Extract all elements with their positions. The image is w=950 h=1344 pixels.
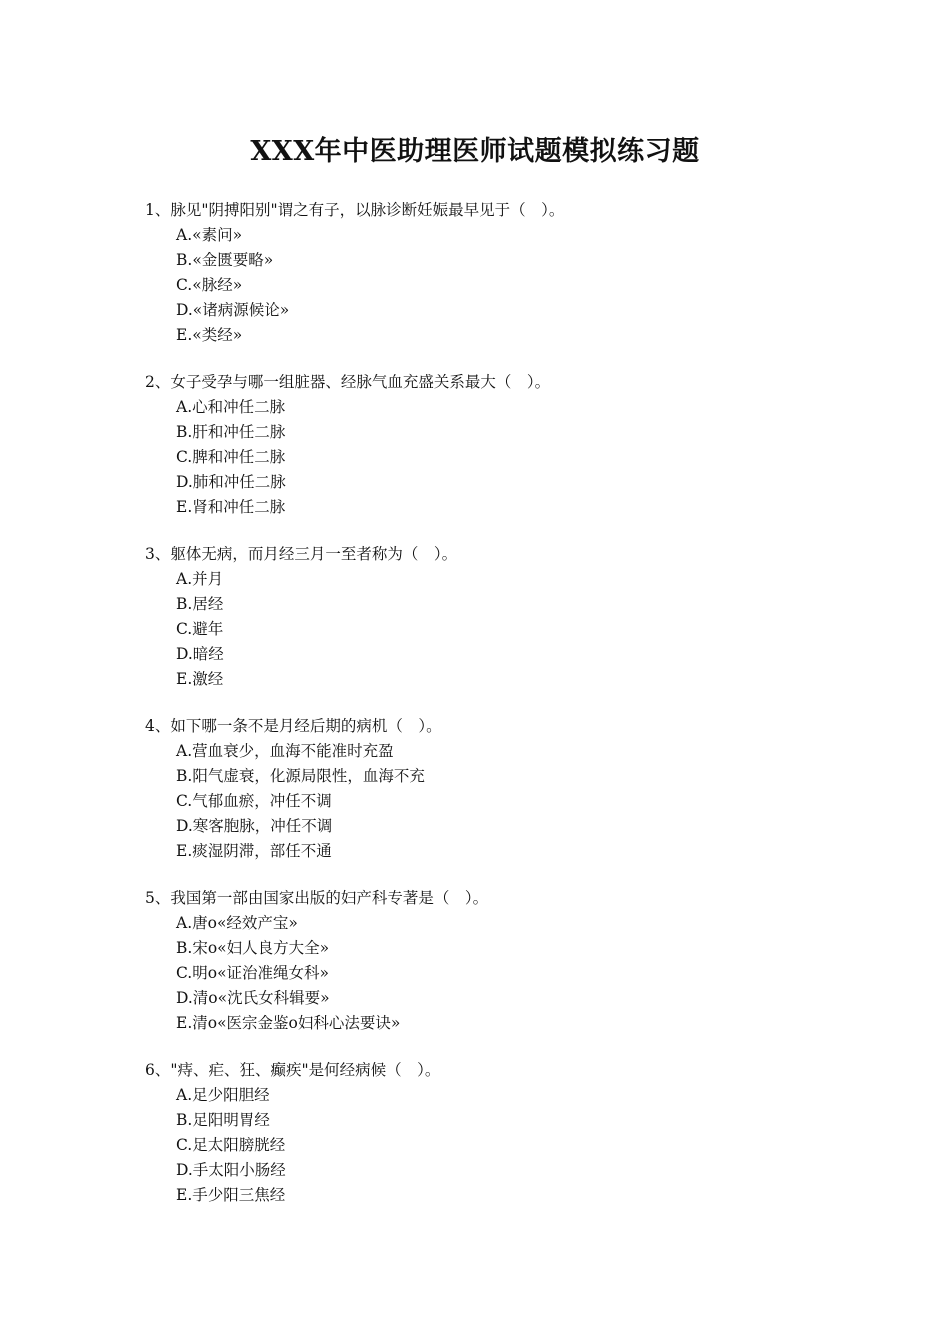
question-stem: 2、女子受孕与哪一组脏器、经脉气血充盛关系最大（ ）。: [145, 373, 551, 391]
option-d: D.«诸病源候论»: [176, 301, 290, 319]
question-5: [145, 886, 905, 1036]
option-d: D.寒客胞脉，冲任不调: [176, 817, 333, 835]
option-c: C.明ο«证治准绳女科»: [176, 964, 330, 982]
option-a: A.并月: [176, 570, 224, 588]
option-d: D.清ο«沈氏女科辑要»: [176, 989, 330, 1007]
option-b: B.«金匮要略»: [176, 251, 274, 269]
option-d: D.手太阳小肠经: [176, 1161, 286, 1179]
option-e: E.激经: [176, 670, 224, 688]
option-c: C.气郁血瘀，冲任不调: [176, 792, 332, 810]
option-a: A.营血衰少，血海不能准时充盈: [176, 742, 394, 760]
option-c: C.脾和冲任二脉: [176, 448, 286, 466]
option-b: B.宋ο«妇人良方大全»: [176, 939, 330, 957]
option-d: D.肺和冲任二脉: [176, 473, 286, 491]
option-a: A.心和冲任二脉: [176, 398, 286, 416]
question-6: [145, 1058, 905, 1208]
question-3: [145, 542, 905, 692]
question-4: [145, 714, 905, 864]
option-a: A.唐ο«经效产宝»: [176, 914, 298, 932]
option-e: E.«类经»: [176, 326, 243, 344]
option-c: C.«脉经»: [176, 276, 243, 294]
option-b: B.肝和冲任二脉: [176, 423, 286, 441]
option-b: B.足阳明胃经: [176, 1111, 270, 1129]
option-a: A.足少阳胆经: [176, 1086, 270, 1104]
question-stem: 3、躯体无病，而月经三月一至者称为（ ）。: [145, 545, 458, 563]
option-d: D.暗经: [176, 645, 224, 663]
option-c: C.足太阳膀胱经: [176, 1136, 286, 1154]
option-c: C.避年: [176, 620, 224, 638]
question-2: [145, 370, 905, 520]
question-list: [145, 198, 905, 1230]
document-title: XXX年中医助理医师试题模拟练习题: [250, 136, 700, 167]
option-e: E.肾和冲任二脉: [176, 498, 286, 516]
question-stem: 5、我国第一部由国家出版的妇产科专著是（ ）。: [145, 889, 489, 907]
option-e: E.手少阳三焦经: [176, 1186, 286, 1204]
question-stem: 4、如下哪一条不是月经后期的病机（ ）。: [145, 717, 442, 735]
question-stem: 6、"痔、疟、狂、癫疾"是何经病候（ ）。: [145, 1061, 441, 1079]
option-e: E.清ο«医宗金鉴ο妇科心法要诀»: [176, 1014, 401, 1032]
option-a: A.«素问»: [176, 226, 243, 244]
question-1: [145, 198, 905, 348]
question-stem: 1、脉见"阴搏阳别"谓之有子，以脉诊断妊娠最早见于（ ）。: [145, 201, 565, 219]
option-e: E.痰湿阴滞，部任不通: [176, 842, 332, 860]
option-b: B.阳气虚衰，化源局限性，血海不充: [176, 767, 425, 785]
option-b: B.居经: [176, 595, 224, 613]
